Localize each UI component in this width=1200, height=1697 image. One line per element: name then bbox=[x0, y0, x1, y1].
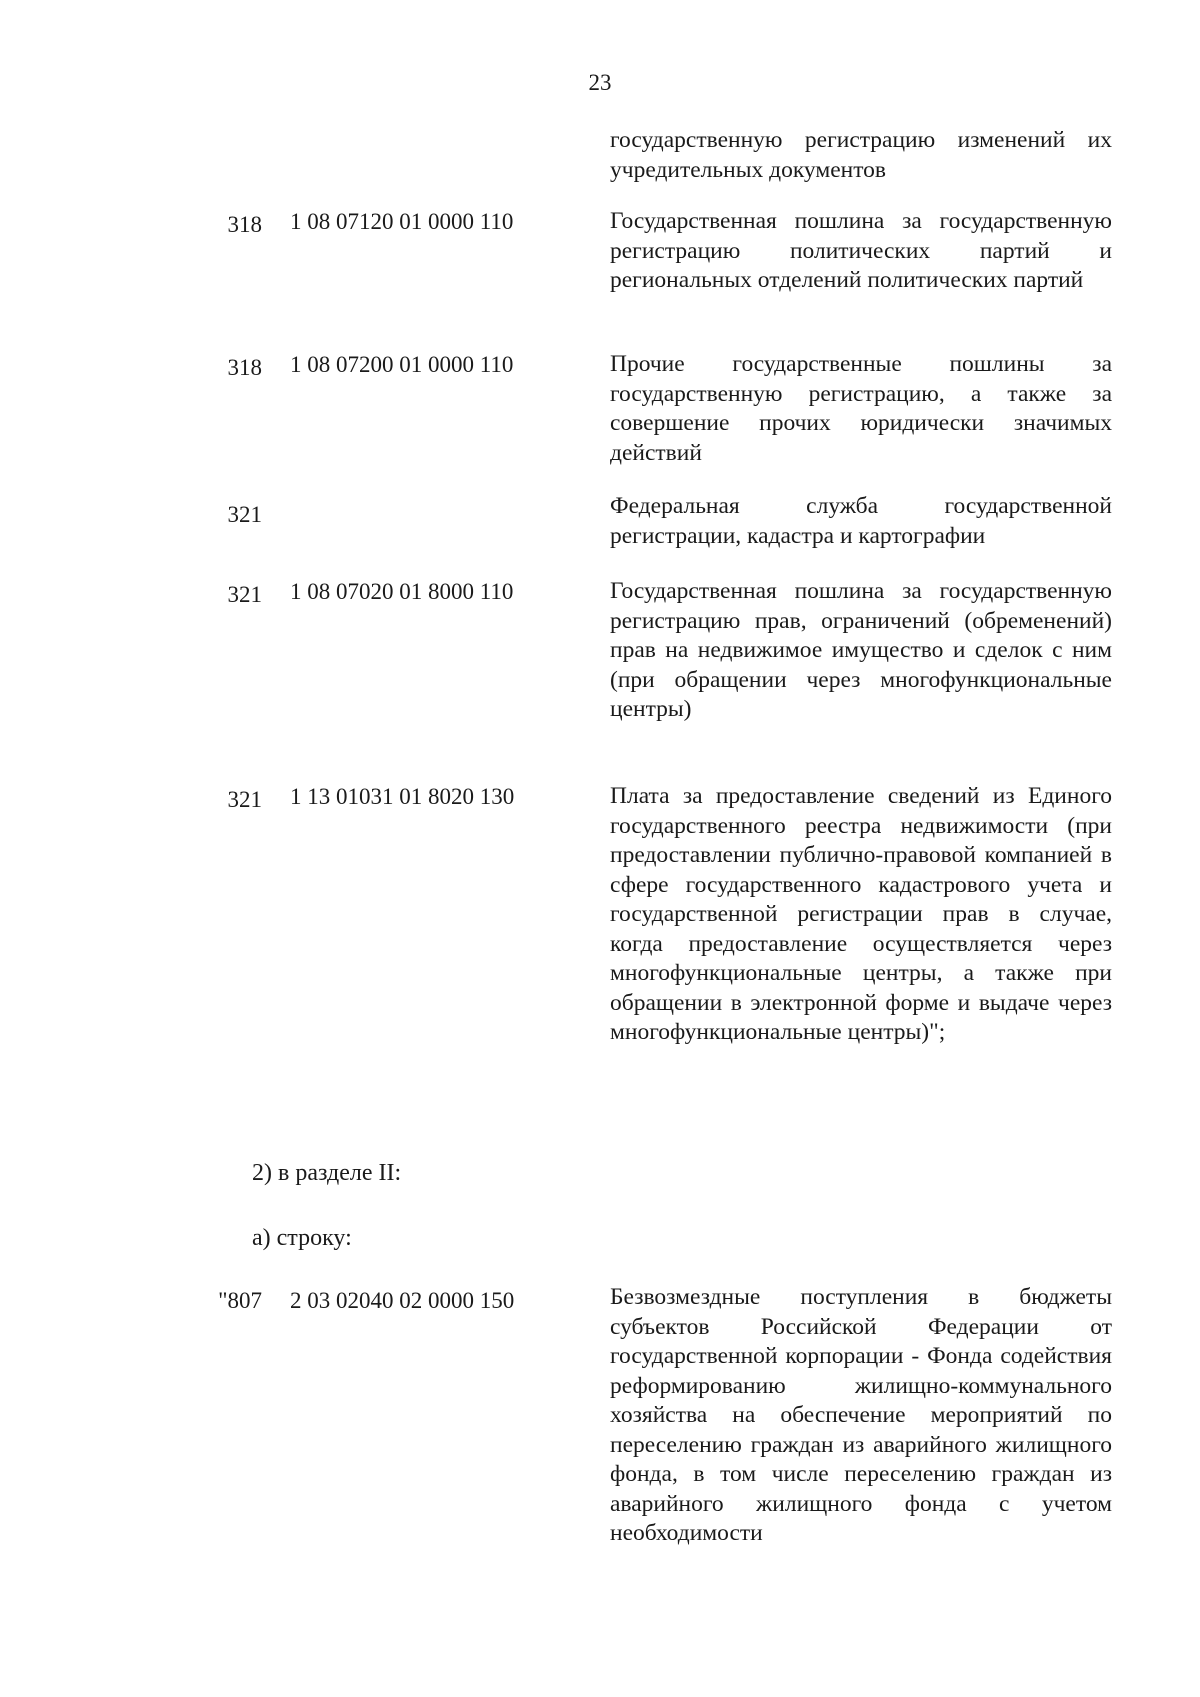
admin-code: 321 bbox=[227, 787, 262, 812]
budget-code: 1 08 07120 01 0000 110 bbox=[290, 209, 514, 234]
budget-code: 1 08 07020 01 8000 110 bbox=[290, 579, 514, 604]
budget-code: 1 08 07200 01 0000 110 bbox=[290, 352, 514, 377]
description: Федеральная служба государственной регистрации, кадастра и картографии bbox=[610, 493, 1112, 549]
section-paragraph: 2) в разделе II: bbox=[252, 1160, 402, 1186]
budget-code: 1 13 01031 01 8020 130 bbox=[290, 784, 515, 809]
item-paragraph: а) строку: bbox=[252, 1225, 352, 1251]
description: Плата за предоставление сведений из Единого государственного реестра недвижимости (при предоставлении публично-правовой компанией в сфере государственного кадастрового учета и государственной регистрации прав в случае, когда предоставление осуществляется через многофункциональные центры, а также при обращении в электронной форме и выдаче через многофункциональные центры)"; bbox=[610, 783, 1112, 1045]
description: Безвозмездные поступления в бюджеты субъектов Российской Федерации от государственной корпорации - Фонда содействия реформированию жилищно-коммунального хозяйства на обеспечение мероприятий по переселению граждан из аварийного жилищного фонда, в том числе переселению граждан из аварийного жилищного фонда с учетом необходимости bbox=[610, 1284, 1112, 1546]
page-number: 23 bbox=[588, 70, 612, 95]
budget-code: 2 03 02040 02 0000 150 bbox=[290, 1288, 515, 1313]
admin-code: 318 bbox=[227, 355, 262, 380]
description: государственную регистрацию изменений их учредительных документов bbox=[610, 127, 1112, 183]
description: Государственная пошлина за государственную регистрацию политических партий и региональных отделений политических партий bbox=[610, 208, 1112, 293]
admin-code: 318 bbox=[227, 212, 262, 237]
admin-code: "807 bbox=[218, 1288, 262, 1313]
description: Государственная пошлина за государственную регистрацию прав, ограничений (обременений) прав на недвижимое имущество и сделок с ним (при обращении через многофункциональные центры) bbox=[610, 578, 1112, 722]
admin-code: 321 bbox=[227, 582, 262, 607]
description: Прочие государственные пошлины за государственную регистрацию, а также за совершение прочих юридически значимых действий bbox=[610, 351, 1112, 466]
admin-code: 321 bbox=[227, 502, 262, 527]
